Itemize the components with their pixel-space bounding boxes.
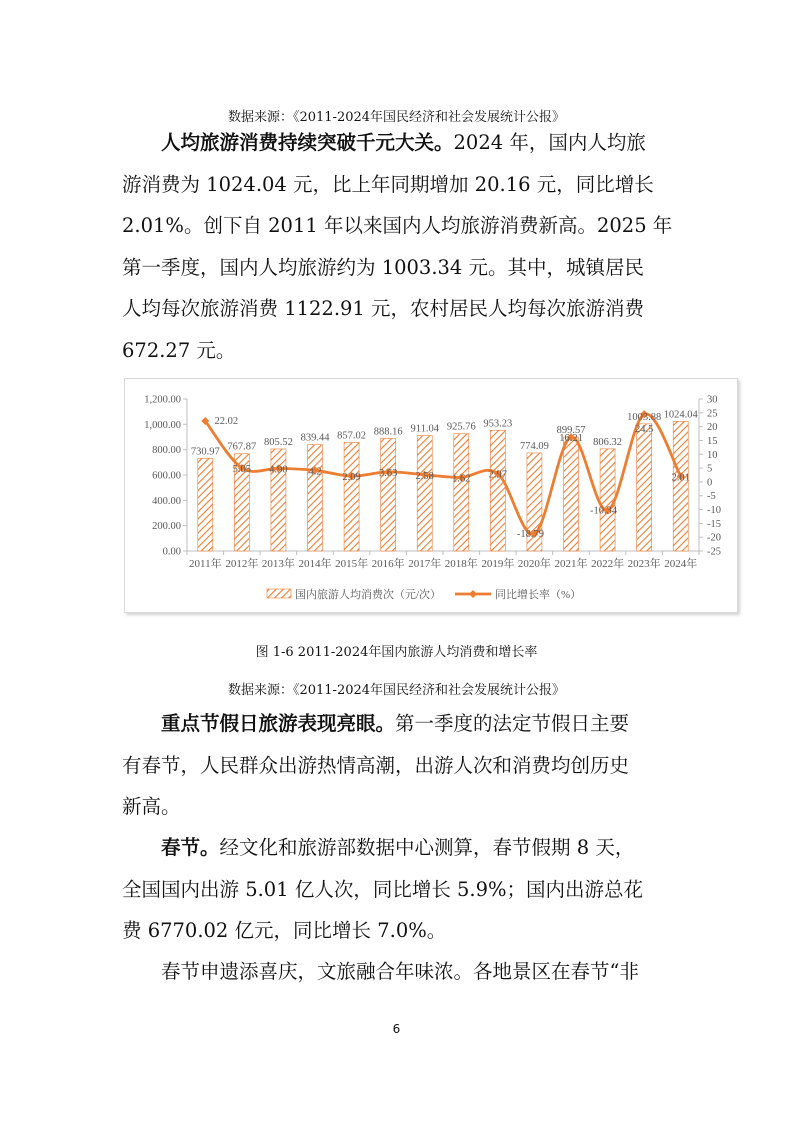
line-data-label: 2.01 — [671, 472, 690, 484]
left-tick-label: 200.00 — [152, 521, 181, 533]
combo-chart — [125, 379, 737, 612]
x-tick-label: 2024年 — [664, 558, 698, 570]
bar-data-label: 1003.88 — [627, 411, 662, 423]
right-tick-label: 25 — [707, 408, 718, 420]
left-tick-label: 1,200.00 — [144, 394, 181, 406]
bar — [308, 445, 323, 551]
x-tick-label: 2019年 — [481, 558, 515, 570]
bar — [454, 434, 469, 551]
bar — [417, 436, 432, 551]
paragraph-lead: 春节。 — [161, 836, 220, 859]
x-tick-label: 2014年 — [298, 558, 332, 570]
bar-data-label: 839.44 — [300, 432, 330, 444]
bar — [198, 458, 213, 551]
x-tick-label: 2020年 — [517, 558, 551, 570]
x-tick-label: 2016年 — [371, 558, 405, 570]
line-data-label: 22.02 — [214, 416, 239, 428]
right-tick-label: -25 — [707, 546, 721, 558]
line-data-label: 3.63 — [378, 467, 398, 479]
line-data-label: 24.5 — [634, 424, 654, 436]
paragraph-per-capita: 人均旅游消费持续突破千元大关。2024 年，国内人均旅 游消费为 1024.04 元，比上年同期增加 20.16 元，同比增长 2.01%。创下自 2011 年以来国内人均旅游消费新高。2025 年 第一季度，国内人均旅游约为 1003.34 元。其中，城镇居民 人均每次旅游消费 1122.91 元，农村居民人均每次旅游消费 672.27 元。 — [122, 131, 673, 362]
bar — [600, 449, 615, 551]
legend-bar-label: 国内旅游人均消费次（元/次） — [295, 589, 442, 601]
bar-data-label: 806.32 — [593, 436, 623, 448]
line-data-label: 1.62 — [452, 473, 471, 485]
x-tick-label: 2018年 — [444, 558, 478, 570]
page-number: 6 — [392, 1022, 401, 1036]
bar-data-label: 1024.04 — [663, 409, 698, 421]
bar — [673, 421, 688, 551]
x-tick-label: 2012年 — [225, 558, 259, 570]
right-tick-label: -10 — [707, 505, 721, 517]
x-tick-label: 2011年 — [188, 558, 222, 570]
bar — [488, 430, 508, 551]
bar-data-label: 730.97 — [190, 446, 220, 458]
line-data-label: 2.09 — [342, 472, 361, 484]
bar-data-label: 899.57 — [556, 425, 586, 437]
bar — [564, 437, 579, 551]
bar-data-label: 911.04 — [410, 423, 439, 435]
bar-data-label: 805.52 — [263, 436, 293, 448]
bar-data-label: 888.16 — [373, 426, 403, 438]
line-data-label: -18.79 — [516, 528, 544, 540]
bar — [634, 424, 654, 551]
bar-data-label: 774.09 — [519, 440, 549, 452]
x-tick-label: 2021年 — [554, 558, 588, 570]
line-data-label: 5.05 — [232, 463, 252, 475]
x-tick-label: 2015年 — [335, 558, 369, 570]
paragraph-heritage: 春节申遗添喜庆，文旅融合年味浓。各地景区在春节“非 — [161, 960, 639, 983]
line-data-label: 2.58 — [415, 470, 434, 482]
line-data-label: 16.21 — [559, 433, 583, 445]
legend-line-marker — [469, 590, 477, 598]
right-tick-label: -5 — [707, 491, 716, 503]
right-tick-label: -20 — [707, 532, 721, 544]
bar-data-label: 925.76 — [446, 421, 476, 433]
right-tick-label: 20 — [707, 422, 718, 434]
left-tick-label: 400.00 — [152, 495, 181, 507]
left-tick-label: 0.00 — [162, 546, 181, 558]
x-tick-label: 2023年 — [627, 558, 661, 570]
left-tick-label: 800.00 — [152, 445, 181, 457]
source-note-top: 数据来源：《2011-2024年国民经济和社会发展统计公报》 — [227, 110, 566, 125]
right-tick-label: 15 — [707, 435, 718, 447]
right-tick-label: -15 — [707, 518, 721, 530]
left-tick-label: 600.00 — [152, 470, 181, 482]
legend-bar-swatch — [267, 589, 291, 598]
x-tick-label: 2022年 — [591, 558, 625, 570]
right-tick-label: 30 — [707, 394, 718, 406]
paragraph-holidays: 重点节假日旅游表现亮眼。第一季度的法定节假日主要 有春节，人民群众出游热情高潮，出游人次和消费均创历史 新高。 — [122, 712, 630, 818]
right-tick-label: 5 — [707, 463, 713, 475]
x-tick-label: 2017年 — [408, 558, 442, 570]
bar-data-label: 857.02 — [337, 430, 367, 442]
line-data-label: 4.2 — [308, 466, 322, 478]
paragraph-lead: 重点节假日旅游表现亮眼。 — [161, 712, 396, 735]
bar-data-label: 767.87 — [227, 441, 257, 453]
figure-caption: 图 1-6 2011-2024年国内旅游人均消费和增长率 — [255, 645, 538, 660]
bar-data-label: 953.23 — [483, 418, 513, 430]
right-tick-label: 10 — [707, 449, 718, 461]
chart-container — [124, 378, 738, 613]
paragraph-lead: 人均旅游消费持续突破千元大关。 — [161, 131, 454, 154]
paragraph-spring-festival: 春节。经文化和旅游部数据中心测算，春节假期 8 天， 全国国内出游 5.01 亿人次，同比增长 5.9%；国内出游总花 费 6770.02 亿元，同比增长 7.0%。 — [122, 836, 644, 942]
right-tick-label: 0 — [707, 477, 713, 489]
line-data-label: 4.90 — [269, 464, 288, 476]
line-data-label: -10.34 — [590, 505, 618, 517]
left-tick-label: 1,000.00 — [144, 419, 181, 431]
line-data-label: 2.97 — [488, 469, 508, 481]
bar — [344, 442, 359, 551]
x-tick-label: 2013年 — [261, 558, 295, 570]
bar — [378, 438, 398, 551]
source-note-bottom: 数据来源：《2011-2024年国民经济和社会发展统计公报》 — [227, 683, 566, 698]
legend-line-label: 同比增长率（%） — [495, 589, 582, 601]
